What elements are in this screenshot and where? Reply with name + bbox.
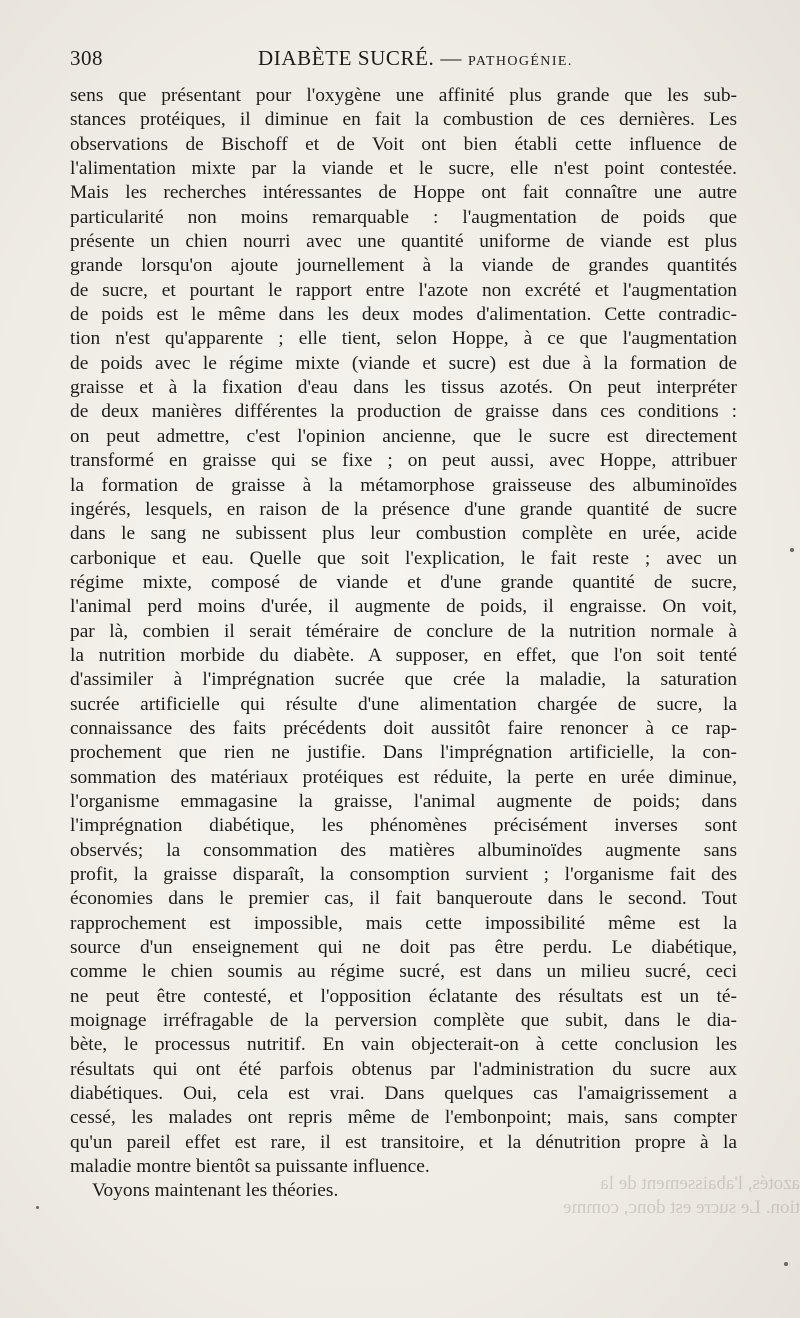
text-line: la nutrition morbide du diabète. A supposer, en effet, que l'on soit tenté [70,644,737,666]
text-line: de deux manières différentes la production de graisse dans ces conditions : [70,401,737,423]
text-line: économies dans le premier cas, il fait banqueroute dans le second. Tout [70,888,737,910]
text-line: prochement que rien ne justifie. Dans l'imprégnation artificielle, la con- [70,742,737,764]
chapter-title: DIABÈTE SUCRÉ. [258,46,435,70]
text-line: tion n'est qu'apparente ; elle tient, selon Hoppe, à ce que l'augmentation [70,328,737,350]
text-line: rapprochement est impossible, mais cette impossibilité même est la [70,912,737,934]
text-line: maladie montre bientôt sa puissante influence. [70,1156,430,1178]
running-header [70,46,740,78]
paper-speck [790,548,794,552]
text-line: l'imprégnation diabétique, les phénomènes précisément inverses sont [70,815,737,837]
text-line: Voyons maintenant les théories. [92,1180,339,1202]
text-line: observés; la consommation des matières albuminoïdes augmente sans [70,839,737,861]
text-line: résultats qui ont été parfois obtenus par l'administration du sucre aux [70,1058,737,1080]
text-line: l'alimentation mixte par la viande et le sucre, elle n'est point contestée. [70,158,737,180]
text-line: carbonique et eau. Quelle que soit l'explication, le fait reste ; avec un [70,547,737,569]
text-line: d'assimiler à l'imprégnation sucrée que crée la maladie, la saturation [70,669,737,691]
text-line: de poids avec le régime mixte (viande et sucre) est due à la formation de [70,352,737,374]
text-line: présente un chien nourri avec une quantité uniforme de viande est plus [70,231,737,253]
text-line: ne peut être contesté, et l'opposition éclatante des résultats est un té- [70,985,737,1007]
running-title [258,46,573,71]
text-line: l'organisme emmagasine la graisse, l'animal augmente de poids; dans [70,790,737,812]
paper-speck [784,1262,788,1266]
text-line: comme le chien soumis au régime sucré, est dans un milieu sucré, ceci [70,961,737,983]
text-line: l'animal perd moins d'urée, il augmente de poids, il engraisse. On voit, [70,596,737,618]
page-number: 308 [70,46,103,70]
text-line: grande lorsqu'on ajoute journellement à la viande de grandes quantités [70,255,737,277]
text-line: transformé en graisse qui se fixe ; on peut aussi, avec Hoppe, attribuer [70,450,737,472]
text-line: ingérés, lesquels, en raison de la présence d'une grande quantité de sucre [70,498,737,520]
text-line: particularité non moins remarquable : l'augmentation de poids que [70,206,737,228]
text-line: stances protéiques, il diminue en fait la combustion de ces dernières. Les [70,109,737,131]
paper-speck [36,1206,39,1209]
text-line: diabétiques. Oui, cela est vrai. Dans quelques cas l'amaigrissement a [70,1083,737,1105]
text-line: source d'un enseignement qui ne doit pas être perdu. Le diabétique, [70,937,737,959]
text-line: régime mixte, composé de viande et d'une grande quantité de sucre, [70,571,737,593]
text-line: Mais les recherches intéressantes de Hoppe ont fait connaître une autre [70,182,737,204]
text-line: graisse et à la fixation d'eau dans les tissus azotés. On peut interpréter [70,377,737,399]
text-line: cessé, les malades ont repris même de l'embonpoint; mais, sans compter [70,1107,737,1129]
text-line: moignage irréfragable de la perversion complète que subit, dans le dia- [70,1010,737,1032]
text-line: on peut admettre, c'est l'opinion ancienne, que le sucre est directement [70,425,737,447]
title-separator: — [440,46,463,70]
text-line: bète, le processus nutritif. En vain objecterait-on à cette conclusion les [70,1034,737,1056]
body-text [70,84,737,1204]
text-line: profit, la graisse disparaît, la consomption survient ; l'organisme fait des [70,864,737,885]
text-line: par là, combien il serait téméraire de conclure de la nutrition normale à [70,620,737,642]
text-line: observations de Bischoff et de Voit ont bien établi cette influence de [70,133,737,155]
section-subtitle: PATHOGÉNIE. [468,54,573,69]
text-line: de sucre, et pourtant le rapport entre l'azote non excrété et l'augmentation [70,279,737,301]
text-line: de poids est le même dans les deux modes d'alimentation. Cette contradic- [70,304,737,326]
text-line: qu'un pareil effet est rare, il est transitoire, et la dénutrition propre à la [70,1131,737,1153]
bleed-through-shadow: azotés, l'abaissement de la tion. Le sucre est donc, comme [563,1173,800,1218]
text-line: la formation de graisse à la métamorphose graisseuse des albuminoïdes [70,474,737,496]
text-line: connaissance des faits précédents doit aussitôt faire renoncer à ce rap- [70,717,737,739]
text-line: sens que présentant pour l'oxygène une affinité plus grande que les sub- [70,85,737,106]
text-line: sommation des matériaux protéiques est réduite, la perte en urée diminue, [70,766,737,788]
text-line: sucrée artificielle qui résulte d'une alimentation chargée de sucre, la [70,693,737,715]
text-line: dans le sang ne subissent plus leur combustion complète en urée, acide [70,523,737,545]
